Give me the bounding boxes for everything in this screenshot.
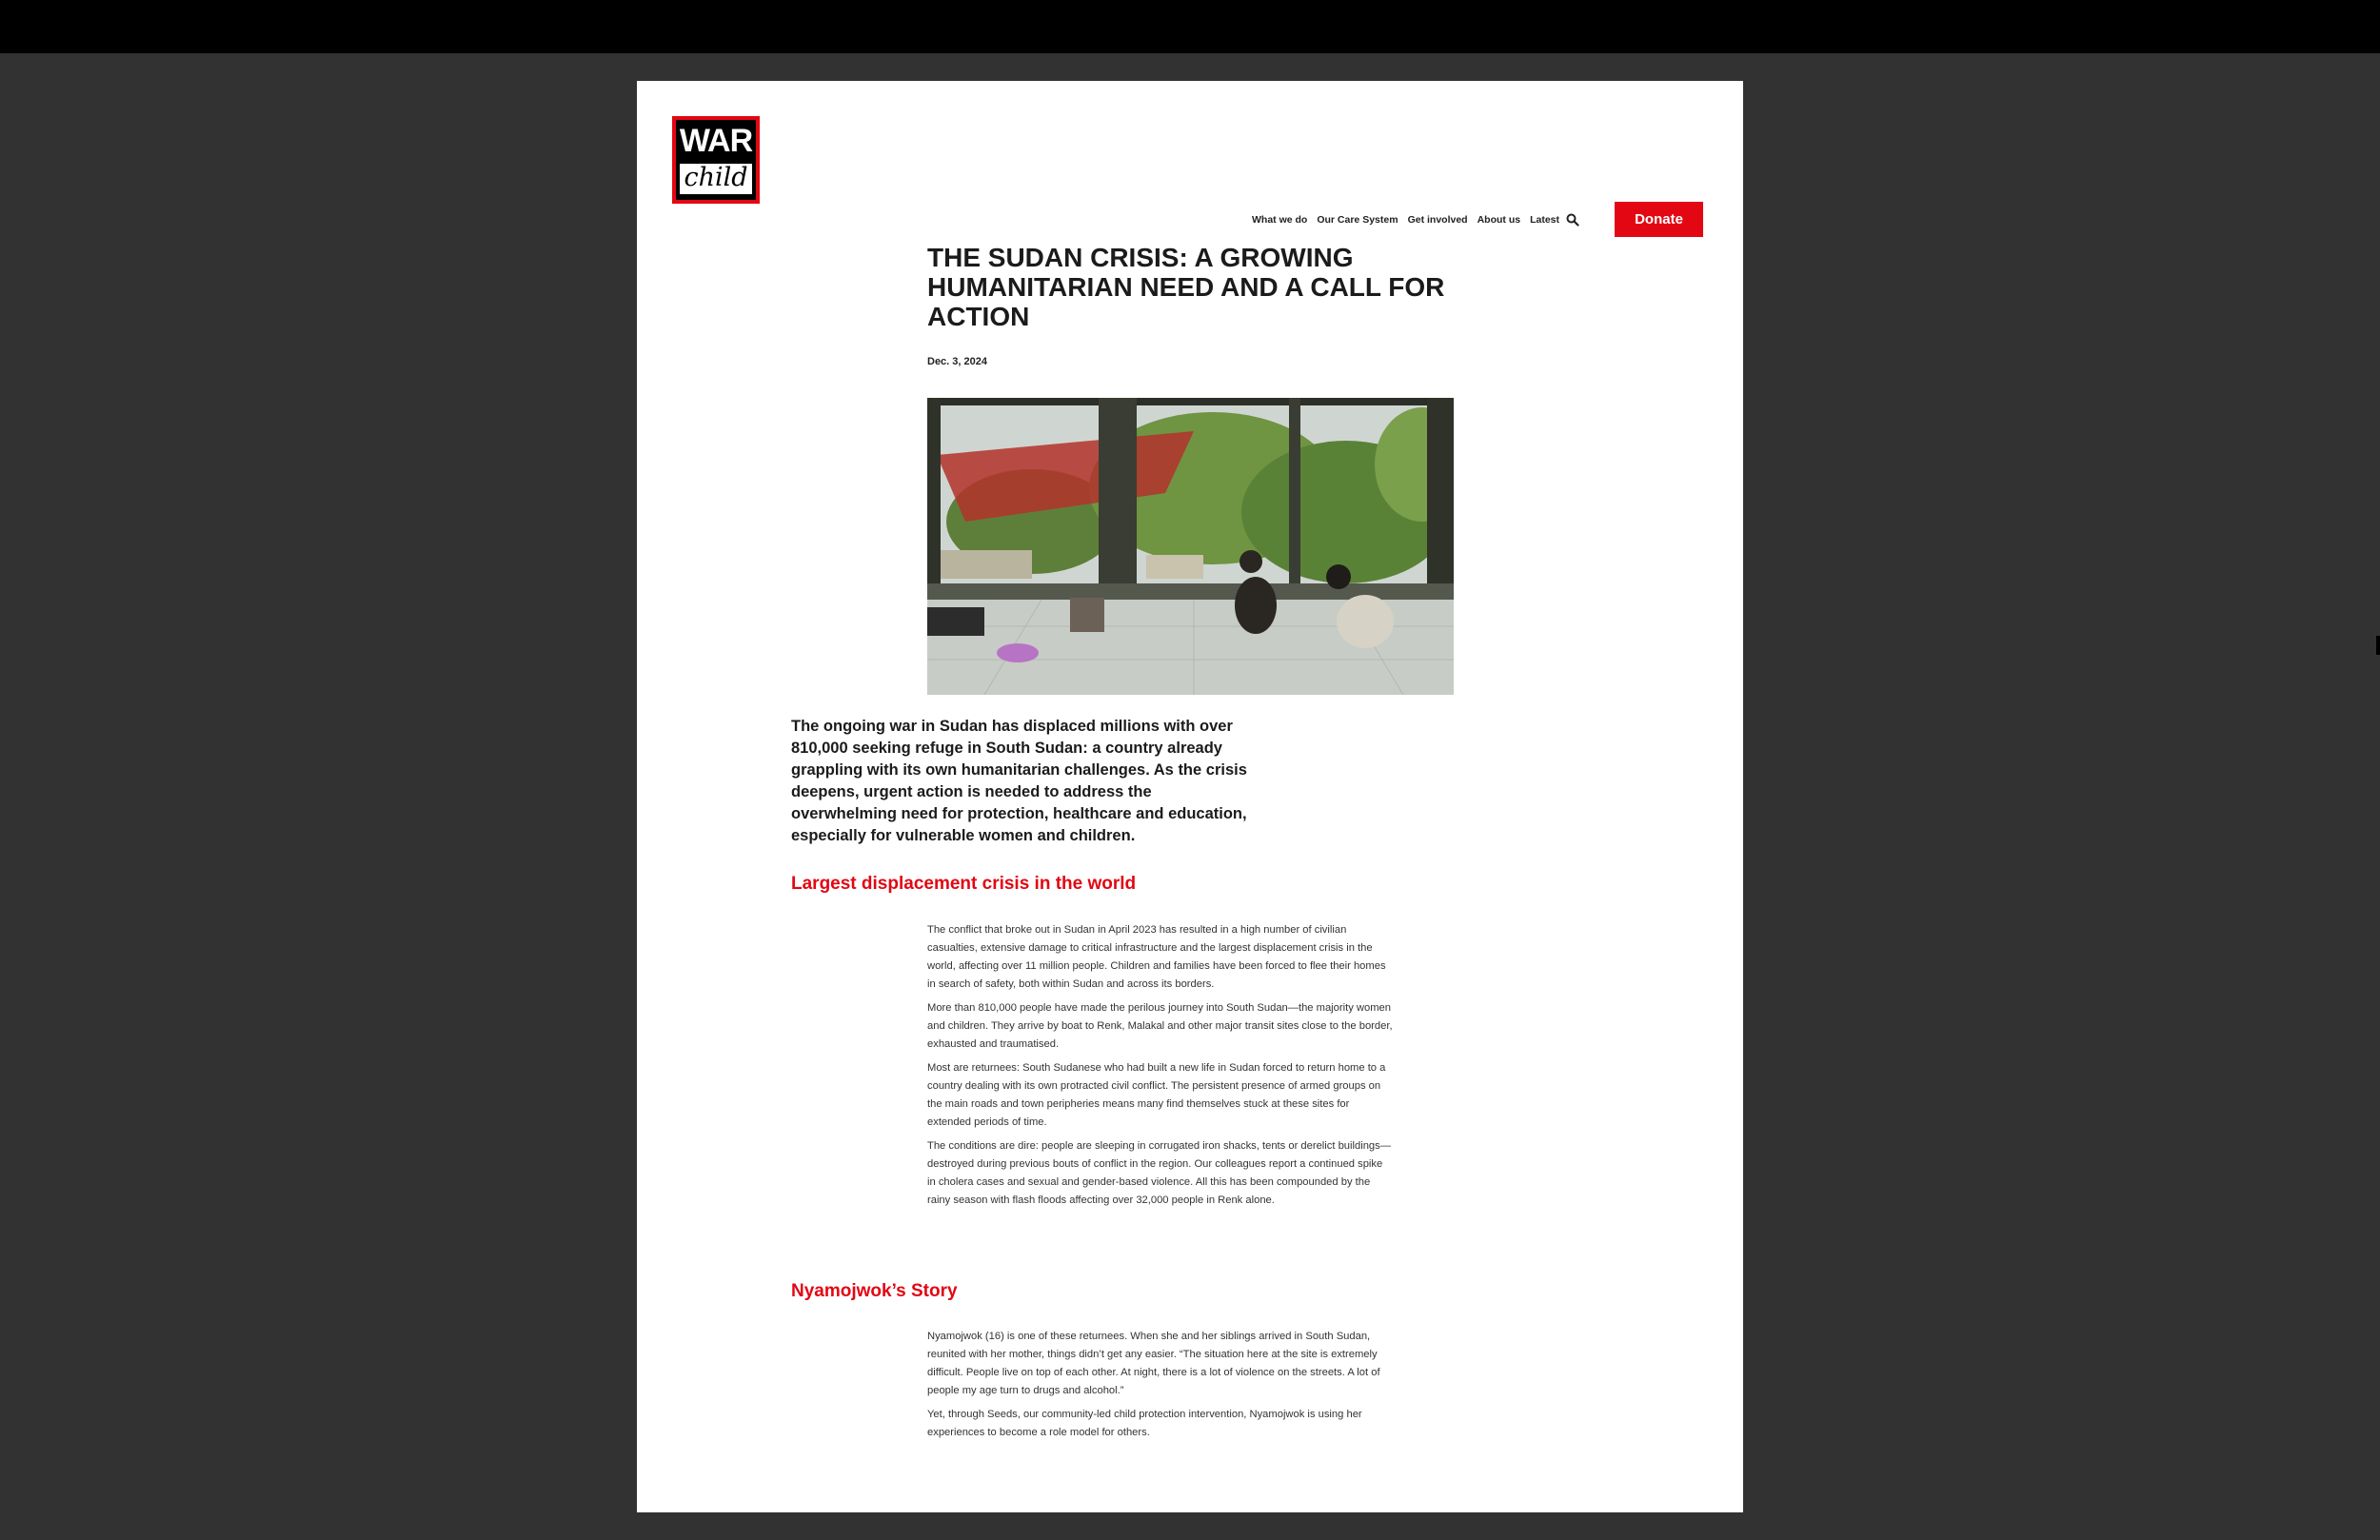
logo-text-child: child [680,164,752,194]
paragraph: Most are returnees: South Sudanese who had built a new life in Sudan forced to return home to a country dealing with its own protracted civil conflict. The persistent presence of armed groups on the main roads and town peripheries means many find themselves stuck at these sites for extended periods of time. [927,1062,1386,1128]
search-icon[interactable] [1566,213,1579,227]
nav-our-care-system[interactable]: Our Care System [1317,214,1398,226]
section-heading-nyamojwok: Nyamojwok’s Story [791,1281,958,1301]
article-title: THE SUDAN CRISIS: A GROWING HUMANITARIAN NEED AND A CALL FOR ACTION [927,243,1445,331]
section-heading-displacement: Largest displacement crisis in the world [791,874,1137,894]
paragraph: Nyamojwok (16) is one of these returnees. When she and her siblings arrived in South Sudan, reunited with her mother, things didn’t get any easier. “The situation here at the site is extremely difficult. People live on top of each other. At night, there is a lot of violence on the streets. A lot of people my age turn to drugs and alcohol.” [927,1331,1380,1396]
section-body-displacement [927,921,1394,1215]
nav-what-we-do[interactable]: What we do [1252,214,1308,226]
nav-about-us[interactable]: About us [1477,214,1521,226]
donate-button[interactable]: Donate [1615,202,1703,237]
paragraph: More than 810,000 people have made the perilous journey into South Sudan—the majority women and children. They arrive by boat to Renk, Malakal and other major transit sites close to the border, exhausted and traumatised. [927,1002,1393,1050]
nav-get-involved[interactable]: Get involved [1407,214,1468,226]
scrollbar-handle[interactable] [2376,636,2380,655]
hero-image [927,398,1454,695]
paragraph: The conditions are dire: people are sleeping in corrugated iron shacks, tents or derelict buildings—destroyed during previous bouts of conflict in the region. Our colleagues report a continued spike in cholera cases and sexual and gender-based violence. All this has been compounded by the rainy season with flash floods affecting over 32,000 people in Renk alone. [927,1140,1391,1206]
paragraph: Yet, through Seeds, our community-led child protection intervention, Nyamojwok is using her experiences to become a role model for others. [927,1409,1362,1438]
hero-photo-children-by-window [927,398,1454,695]
paragraph: The conflict that broke out in Sudan in April 2023 has resulted in a high number of civilian casualties, extensive damage to critical infrastructure and the largest displacement crisis in the world, affecting over 11 million people. Children and families have been forced to flee their homes in search of safety, both within Sudan and across its borders. [927,924,1386,990]
war-child-logo[interactable] [672,116,760,204]
article-date: Dec. 3, 2024 [927,356,987,367]
logo-text-war: WAR [679,123,753,159]
article-intro: The ongoing war in Sudan has displaced millions with over 810,000 seeking refuge in South Sudan: a country already grappling with its own humanitarian challenges. As the crisis deepens, urgent action is needed to address the overwhelming need for protection, healthcare and education, especially for vulnerable women and children. [791,718,1247,844]
article-page [637,81,1743,1512]
main-nav [1252,210,1559,229]
window-top-bar [0,0,2380,53]
section-body-nyamojwok [927,1328,1394,1448]
nav-latest[interactable]: Latest [1530,214,1560,226]
